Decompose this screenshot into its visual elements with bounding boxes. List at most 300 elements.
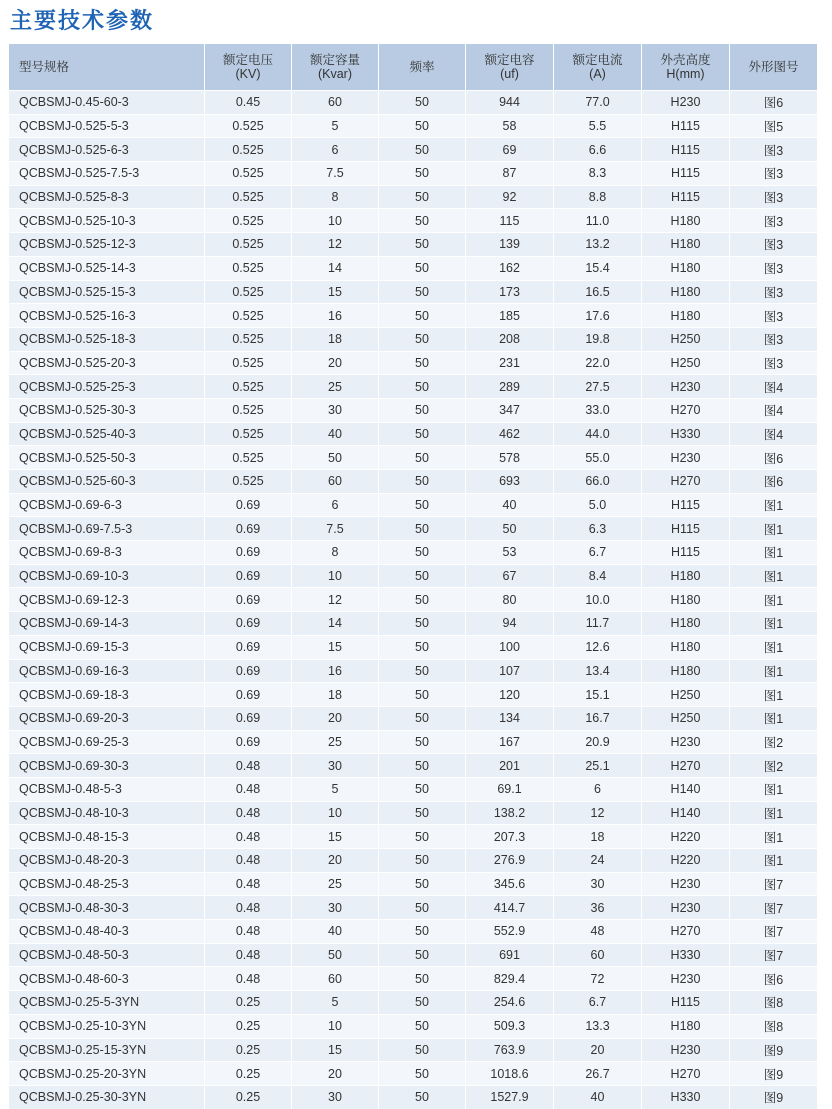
cell-shell-height: H180: [641, 611, 729, 635]
cell-rated-capacity: 20: [291, 1061, 378, 1085]
cell-shell-height: H230: [641, 895, 729, 919]
cell-rated-current: 27.5: [553, 374, 641, 398]
cell-outline-drawing: 图3: [729, 137, 817, 161]
cell-rated-current: 36: [553, 895, 641, 919]
cell-shell-height: H230: [641, 730, 729, 754]
table-row: [9, 635, 817, 659]
cell-rated-capacitance: 173: [465, 280, 553, 304]
cell-rated-capacity: 25: [291, 374, 378, 398]
cell-rated-current: 19.8: [553, 327, 641, 351]
cell-shell-height: H180: [641, 564, 729, 588]
table-row: [9, 1014, 817, 1038]
cell-model: QCBSMJ-0.525-14-3: [9, 256, 204, 280]
cell-rated-current: 44.0: [553, 422, 641, 446]
cell-rated-voltage: 0.48: [204, 753, 291, 777]
table-row: [9, 208, 817, 232]
cell-shell-height: H220: [641, 824, 729, 848]
cell-outline-drawing: 图6: [729, 469, 817, 493]
table-row: [9, 540, 817, 564]
cell-rated-capacity: 6: [291, 137, 378, 161]
table-row: [9, 1085, 817, 1109]
cell-frequency: 50: [378, 1061, 465, 1085]
cell-rated-capacity: 50: [291, 445, 378, 469]
cell-outline-drawing: 图6: [729, 445, 817, 469]
cell-rated-current: 11.7: [553, 611, 641, 635]
cell-rated-capacitance: 69.1: [465, 777, 553, 801]
cell-outline-drawing: 图2: [729, 730, 817, 754]
cell-frequency: 50: [378, 398, 465, 422]
cell-model: QCBSMJ-0.525-30-3: [9, 398, 204, 422]
cell-frequency: 50: [378, 303, 465, 327]
cell-outline-drawing: 图1: [729, 564, 817, 588]
cell-outline-drawing: 图3: [729, 161, 817, 185]
cell-rated-current: 5.5: [553, 114, 641, 138]
cell-shell-height: H230: [641, 374, 729, 398]
header-outline-drawing: 外形图号: [729, 44, 817, 90]
table-row: [9, 587, 817, 611]
cell-shell-height: H220: [641, 848, 729, 872]
cell-rated-capacitance: 185: [465, 303, 553, 327]
cell-outline-drawing: 图7: [729, 943, 817, 967]
cell-model: QCBSMJ-0.525-12-3: [9, 232, 204, 256]
page-title: 主要技术参数: [10, 9, 155, 34]
cell-shell-height: H115: [641, 185, 729, 209]
cell-rated-capacitance: 289: [465, 374, 553, 398]
cell-rated-capacity: 15: [291, 824, 378, 848]
cell-rated-capacitance: 462: [465, 422, 553, 446]
cell-shell-height: H180: [641, 659, 729, 683]
cell-frequency: 50: [378, 280, 465, 304]
cell-model: QCBSMJ-0.69-20-3: [9, 706, 204, 730]
cell-rated-current: 12: [553, 801, 641, 825]
cell-rated-current: 25.1: [553, 753, 641, 777]
cell-rated-capacitance: 138.2: [465, 801, 553, 825]
cell-rated-capacity: 60: [291, 966, 378, 990]
cell-rated-current: 16.7: [553, 706, 641, 730]
cell-rated-current: 13.2: [553, 232, 641, 256]
cell-outline-drawing: 图3: [729, 351, 817, 375]
table-row: [9, 848, 817, 872]
cell-model: QCBSMJ-0.525-6-3: [9, 137, 204, 161]
cell-model: QCBSMJ-0.525-50-3: [9, 445, 204, 469]
cell-rated-voltage: 0.525: [204, 137, 291, 161]
cell-rated-capacitance: 58: [465, 114, 553, 138]
cell-rated-capacitance: 1018.6: [465, 1061, 553, 1085]
cell-model: QCBSMJ-0.525-16-3: [9, 303, 204, 327]
cell-rated-capacitance: 50: [465, 516, 553, 540]
cell-rated-current: 20.9: [553, 730, 641, 754]
cell-rated-voltage: 0.525: [204, 280, 291, 304]
cell-rated-voltage: 0.525: [204, 232, 291, 256]
cell-rated-voltage: 0.69: [204, 493, 291, 517]
cell-rated-capacity: 5: [291, 777, 378, 801]
cell-frequency: 50: [378, 540, 465, 564]
cell-rated-current: 66.0: [553, 469, 641, 493]
table-row: [9, 966, 817, 990]
cell-rated-capacity: 30: [291, 398, 378, 422]
cell-rated-capacitance: 414.7: [465, 895, 553, 919]
cell-rated-voltage: 0.48: [204, 895, 291, 919]
table-row: [9, 469, 817, 493]
cell-outline-drawing: 图4: [729, 398, 817, 422]
table-row: [9, 990, 817, 1014]
cell-model: QCBSMJ-0.525-7.5-3: [9, 161, 204, 185]
cell-frequency: 50: [378, 919, 465, 943]
cell-rated-capacity: 20: [291, 351, 378, 375]
cell-rated-current: 30: [553, 872, 641, 896]
table-header-row: [9, 44, 817, 90]
cell-frequency: 50: [378, 872, 465, 896]
cell-model: QCBSMJ-0.45-60-3: [9, 90, 204, 114]
cell-model: QCBSMJ-0.48-20-3: [9, 848, 204, 872]
table-row: [9, 374, 817, 398]
cell-rated-voltage: 0.69: [204, 564, 291, 588]
cell-rated-voltage: 0.525: [204, 469, 291, 493]
cell-shell-height: H250: [641, 351, 729, 375]
cell-rated-current: 11.0: [553, 208, 641, 232]
cell-shell-height: H180: [641, 303, 729, 327]
cell-frequency: 50: [378, 777, 465, 801]
cell-rated-voltage: 0.69: [204, 516, 291, 540]
cell-outline-drawing: 图1: [729, 706, 817, 730]
cell-frequency: 50: [378, 1038, 465, 1062]
cell-frequency: 50: [378, 990, 465, 1014]
cell-shell-height: H180: [641, 232, 729, 256]
cell-model: QCBSMJ-0.69-7.5-3: [9, 516, 204, 540]
cell-rated-capacity: 30: [291, 895, 378, 919]
cell-shell-height: H180: [641, 280, 729, 304]
cell-shell-height: H115: [641, 540, 729, 564]
cell-rated-capacitance: 107: [465, 659, 553, 683]
cell-rated-current: 16.5: [553, 280, 641, 304]
cell-outline-drawing: 图2: [729, 753, 817, 777]
cell-outline-drawing: 图6: [729, 966, 817, 990]
cell-frequency: 50: [378, 753, 465, 777]
cell-model: QCBSMJ-0.25-5-3YN: [9, 990, 204, 1014]
cell-rated-current: 15.4: [553, 256, 641, 280]
cell-model: QCBSMJ-0.69-8-3: [9, 540, 204, 564]
cell-shell-height: H140: [641, 801, 729, 825]
cell-rated-capacitance: 40: [465, 493, 553, 517]
cell-outline-drawing: 图1: [729, 611, 817, 635]
cell-outline-drawing: 图8: [729, 990, 817, 1014]
cell-outline-drawing: 图7: [729, 895, 817, 919]
cell-rated-capacity: 30: [291, 753, 378, 777]
cell-model: QCBSMJ-0.525-20-3: [9, 351, 204, 375]
cell-rated-voltage: 0.48: [204, 872, 291, 896]
cell-rated-capacity: 15: [291, 1038, 378, 1062]
cell-rated-voltage: 0.69: [204, 706, 291, 730]
table-row: [9, 161, 817, 185]
cell-rated-voltage: 0.525: [204, 303, 291, 327]
cell-rated-capacitance: 276.9: [465, 848, 553, 872]
cell-shell-height: H180: [641, 1014, 729, 1038]
cell-frequency: 50: [378, 327, 465, 351]
cell-outline-drawing: 图1: [729, 635, 817, 659]
cell-model: QCBSMJ-0.525-18-3: [9, 327, 204, 351]
cell-rated-capacity: 15: [291, 635, 378, 659]
table-row: [9, 1038, 817, 1062]
header-rated-capacity: 额定容量 (Kvar): [291, 44, 378, 90]
header-model: 型号规格: [9, 44, 204, 90]
cell-rated-current: 6.7: [553, 540, 641, 564]
table-row: [9, 303, 817, 327]
cell-shell-height: H180: [641, 635, 729, 659]
cell-shell-height: H250: [641, 706, 729, 730]
cell-rated-capacity: 25: [291, 730, 378, 754]
cell-rated-capacitance: 53: [465, 540, 553, 564]
cell-frequency: 50: [378, 895, 465, 919]
cell-rated-voltage: 0.525: [204, 422, 291, 446]
cell-rated-voltage: 0.525: [204, 161, 291, 185]
cell-rated-current: 13.3: [553, 1014, 641, 1038]
cell-frequency: 50: [378, 445, 465, 469]
cell-outline-drawing: 图6: [729, 90, 817, 114]
cell-model: QCBSMJ-0.69-6-3: [9, 493, 204, 517]
cell-outline-drawing: 图3: [729, 256, 817, 280]
header-rated-current: 额定电流 (A): [553, 44, 641, 90]
cell-shell-height: H270: [641, 398, 729, 422]
cell-model: QCBSMJ-0.69-30-3: [9, 753, 204, 777]
cell-model: QCBSMJ-0.69-18-3: [9, 682, 204, 706]
cell-outline-drawing: 图1: [729, 540, 817, 564]
cell-rated-capacity: 60: [291, 469, 378, 493]
cell-shell-height: H180: [641, 208, 729, 232]
cell-rated-voltage: 0.69: [204, 682, 291, 706]
table-row: [9, 777, 817, 801]
cell-shell-height: H115: [641, 161, 729, 185]
cell-outline-drawing: 图1: [729, 777, 817, 801]
cell-rated-current: 48: [553, 919, 641, 943]
table-row: [9, 232, 817, 256]
table-row: [9, 801, 817, 825]
cell-rated-current: 6.3: [553, 516, 641, 540]
cell-rated-capacitance: 87: [465, 161, 553, 185]
cell-model: QCBSMJ-0.525-5-3: [9, 114, 204, 138]
header-frequency: 频率: [378, 44, 465, 90]
cell-rated-current: 24: [553, 848, 641, 872]
table-row: [9, 422, 817, 446]
cell-frequency: 50: [378, 1085, 465, 1109]
cell-rated-capacity: 8: [291, 540, 378, 564]
spec-table: [9, 44, 817, 1109]
cell-outline-drawing: 图1: [729, 801, 817, 825]
cell-rated-capacity: 7.5: [291, 161, 378, 185]
cell-outline-drawing: 图3: [729, 327, 817, 351]
cell-rated-voltage: 0.69: [204, 659, 291, 683]
cell-frequency: 50: [378, 848, 465, 872]
cell-rated-current: 8.4: [553, 564, 641, 588]
cell-rated-voltage: 0.525: [204, 327, 291, 351]
cell-model: QCBSMJ-0.525-60-3: [9, 469, 204, 493]
cell-rated-current: 15.1: [553, 682, 641, 706]
cell-rated-voltage: 0.48: [204, 848, 291, 872]
cell-model: QCBSMJ-0.69-14-3: [9, 611, 204, 635]
table-row: [9, 327, 817, 351]
cell-rated-capacitance: 1527.9: [465, 1085, 553, 1109]
cell-rated-current: 18: [553, 824, 641, 848]
cell-rated-current: 5.0: [553, 493, 641, 517]
cell-rated-capacity: 10: [291, 1014, 378, 1038]
cell-rated-capacity: 10: [291, 801, 378, 825]
cell-rated-current: 55.0: [553, 445, 641, 469]
table-row: [9, 872, 817, 896]
cell-model: QCBSMJ-0.48-30-3: [9, 895, 204, 919]
table-row: [9, 256, 817, 280]
cell-rated-capacity: 15: [291, 280, 378, 304]
table-row: [9, 730, 817, 754]
cell-frequency: 50: [378, 232, 465, 256]
cell-rated-current: 17.6: [553, 303, 641, 327]
cell-rated-voltage: 0.48: [204, 966, 291, 990]
cell-outline-drawing: 图1: [729, 848, 817, 872]
cell-rated-current: 72: [553, 966, 641, 990]
cell-shell-height: H250: [641, 682, 729, 706]
cell-outline-drawing: 图4: [729, 422, 817, 446]
cell-frequency: 50: [378, 493, 465, 517]
cell-rated-voltage: 0.25: [204, 1038, 291, 1062]
cell-shell-height: H115: [641, 516, 729, 540]
cell-shell-height: H230: [641, 872, 729, 896]
cell-rated-current: 13.4: [553, 659, 641, 683]
cell-frequency: 50: [378, 208, 465, 232]
cell-model: QCBSMJ-0.48-40-3: [9, 919, 204, 943]
cell-rated-capacity: 12: [291, 232, 378, 256]
table-row: [9, 706, 817, 730]
cell-rated-capacity: 12: [291, 587, 378, 611]
table-row: [9, 90, 817, 114]
cell-rated-voltage: 0.525: [204, 398, 291, 422]
cell-rated-capacity: 50: [291, 943, 378, 967]
cell-rated-current: 6.7: [553, 990, 641, 1014]
cell-model: QCBSMJ-0.25-10-3YN: [9, 1014, 204, 1038]
cell-rated-capacitance: 80: [465, 587, 553, 611]
cell-rated-capacity: 7.5: [291, 516, 378, 540]
cell-rated-capacity: 5: [291, 990, 378, 1014]
cell-model: QCBSMJ-0.25-30-3YN: [9, 1085, 204, 1109]
cell-shell-height: H330: [641, 422, 729, 446]
table-row: [9, 611, 817, 635]
table-row: [9, 943, 817, 967]
cell-outline-drawing: 图7: [729, 919, 817, 943]
cell-model: QCBSMJ-0.69-15-3: [9, 635, 204, 659]
cell-model: QCBSMJ-0.25-20-3YN: [9, 1061, 204, 1085]
cell-rated-capacitance: 345.6: [465, 872, 553, 896]
cell-rated-capacity: 60: [291, 90, 378, 114]
cell-rated-capacity: 20: [291, 848, 378, 872]
cell-shell-height: H250: [641, 327, 729, 351]
table-row: [9, 398, 817, 422]
cell-rated-capacitance: 207.3: [465, 824, 553, 848]
cell-rated-capacitance: 552.9: [465, 919, 553, 943]
cell-rated-current: 40: [553, 1085, 641, 1109]
cell-rated-current: 22.0: [553, 351, 641, 375]
cell-rated-capacity: 18: [291, 682, 378, 706]
cell-outline-drawing: 图1: [729, 659, 817, 683]
cell-rated-voltage: 0.525: [204, 114, 291, 138]
cell-rated-capacity: 10: [291, 564, 378, 588]
cell-shell-height: H115: [641, 990, 729, 1014]
cell-model: QCBSMJ-0.48-50-3: [9, 943, 204, 967]
cell-rated-current: 6: [553, 777, 641, 801]
cell-rated-capacitance: 115: [465, 208, 553, 232]
cell-frequency: 50: [378, 706, 465, 730]
cell-model: QCBSMJ-0.525-15-3: [9, 280, 204, 304]
cell-model: QCBSMJ-0.48-60-3: [9, 966, 204, 990]
table-row: [9, 1061, 817, 1085]
cell-model: QCBSMJ-0.69-25-3: [9, 730, 204, 754]
table-row: [9, 659, 817, 683]
table-row: [9, 137, 817, 161]
cell-rated-capacity: 30: [291, 1085, 378, 1109]
cell-outline-drawing: 图3: [729, 303, 817, 327]
cell-rated-voltage: 0.525: [204, 351, 291, 375]
table-row: [9, 351, 817, 375]
cell-rated-capacitance: 231: [465, 351, 553, 375]
cell-rated-voltage: 0.69: [204, 730, 291, 754]
cell-model: QCBSMJ-0.48-10-3: [9, 801, 204, 825]
cell-frequency: 50: [378, 161, 465, 185]
cell-frequency: 50: [378, 185, 465, 209]
cell-rated-voltage: 0.25: [204, 1085, 291, 1109]
cell-rated-capacity: 25: [291, 872, 378, 896]
cell-model: QCBSMJ-0.69-10-3: [9, 564, 204, 588]
cell-shell-height: H180: [641, 587, 729, 611]
cell-rated-capacity: 18: [291, 327, 378, 351]
cell-shell-height: H270: [641, 1061, 729, 1085]
cell-shell-height: H140: [641, 777, 729, 801]
cell-frequency: 50: [378, 422, 465, 446]
cell-rated-capacity: 16: [291, 303, 378, 327]
cell-rated-voltage: 0.69: [204, 611, 291, 635]
cell-frequency: 50: [378, 1014, 465, 1038]
cell-outline-drawing: 图9: [729, 1038, 817, 1062]
cell-rated-capacitance: 693: [465, 469, 553, 493]
cell-rated-current: 8.8: [553, 185, 641, 209]
cell-rated-capacitance: 763.9: [465, 1038, 553, 1062]
cell-rated-voltage: 0.48: [204, 824, 291, 848]
cell-frequency: 50: [378, 114, 465, 138]
cell-rated-capacitance: 94: [465, 611, 553, 635]
cell-rated-current: 77.0: [553, 90, 641, 114]
cell-rated-voltage: 0.69: [204, 587, 291, 611]
cell-outline-drawing: 图3: [729, 280, 817, 304]
cell-rated-capacity: 40: [291, 422, 378, 446]
cell-rated-capacity: 14: [291, 611, 378, 635]
cell-frequency: 50: [378, 351, 465, 375]
cell-rated-capacity: 14: [291, 256, 378, 280]
header-shell-height: 外壳高度 H(mm): [641, 44, 729, 90]
cell-outline-drawing: 图9: [729, 1061, 817, 1085]
cell-outline-drawing: 图7: [729, 872, 817, 896]
table-row: [9, 280, 817, 304]
cell-frequency: 50: [378, 966, 465, 990]
cell-frequency: 50: [378, 516, 465, 540]
cell-outline-drawing: 图8: [729, 1014, 817, 1038]
cell-rated-capacity: 5: [291, 114, 378, 138]
cell-rated-capacity: 40: [291, 919, 378, 943]
table-row: [9, 516, 817, 540]
cell-rated-voltage: 0.69: [204, 635, 291, 659]
cell-model: QCBSMJ-0.69-16-3: [9, 659, 204, 683]
cell-rated-capacity: 16: [291, 659, 378, 683]
cell-rated-capacity: 8: [291, 185, 378, 209]
cell-frequency: 50: [378, 256, 465, 280]
cell-shell-height: H180: [641, 256, 729, 280]
cell-shell-height: H230: [641, 445, 729, 469]
cell-model: QCBSMJ-0.25-15-3YN: [9, 1038, 204, 1062]
cell-rated-capacitance: 69: [465, 137, 553, 161]
